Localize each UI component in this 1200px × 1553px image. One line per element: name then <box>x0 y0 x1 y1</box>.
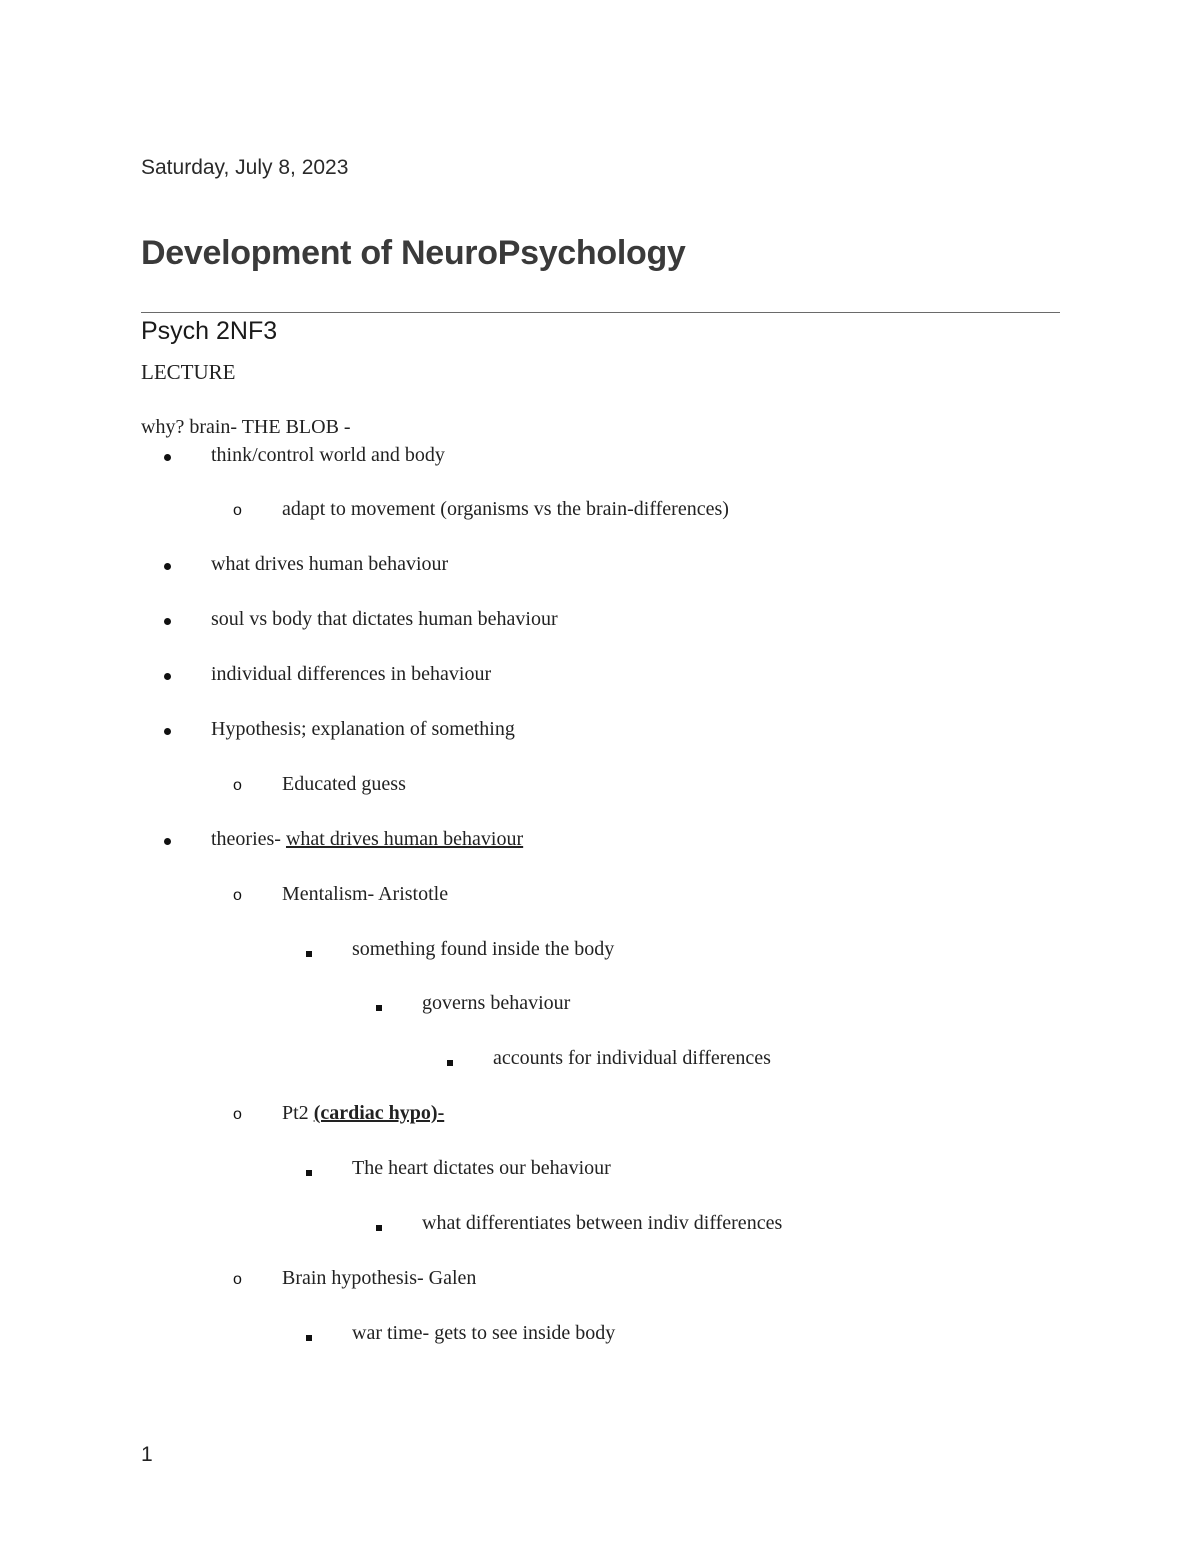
bullet-circle-icon: o <box>233 1271 242 1288</box>
outline-item-lead: Pt2 <box>282 1102 314 1124</box>
course-subtitle: Psych 2NF3 <box>141 317 278 345</box>
bullet-square-icon <box>376 1225 382 1231</box>
outline-item-emphasis: what drives human behaviour <box>285 828 524 850</box>
outline-item-text: what differentiates between indiv differences <box>422 1212 783 1234</box>
outline-item-text: Brain hypothesis- Galen <box>282 1267 477 1289</box>
bullet-circle-icon: o <box>233 887 242 904</box>
intro-line: why? brain- THE BLOB - <box>141 416 351 438</box>
bullet-circle-icon: o <box>233 777 242 794</box>
outline-item-text <box>211 828 523 851</box>
bullet-disc-icon <box>164 728 171 735</box>
page-title: Development of NeuroPsychology <box>141 234 686 272</box>
outline-item-text: adapt to movement (organisms vs the brain-differences) <box>282 498 729 520</box>
outline-item-text <box>282 1102 444 1125</box>
outline-item-text: individual differences in behaviour <box>211 663 492 685</box>
outline-item-text: Educated guess <box>282 773 406 795</box>
bullet-square-icon <box>306 951 312 957</box>
bullet-square-icon <box>306 1170 312 1176</box>
bullet-disc-icon <box>164 838 171 845</box>
outline-item-text: accounts for individual differences <box>493 1047 771 1069</box>
bullet-disc-icon <box>164 563 171 570</box>
bullet-disc-icon <box>164 454 171 461</box>
bullet-circle-icon: o <box>233 1106 242 1123</box>
outline-item-text: governs behaviour <box>422 992 571 1014</box>
lecture-label: LECTURE <box>141 360 236 384</box>
bullet-square-icon <box>376 1005 382 1011</box>
note-date: Saturday, July 8, 2023 <box>141 156 349 179</box>
bullet-disc-icon <box>164 618 171 625</box>
page-number: 1 <box>141 1443 153 1466</box>
outline-item-text: Hypothesis; explanation of something <box>211 718 515 740</box>
outline-item-lead: theories- <box>211 828 286 850</box>
outline-item-text: war time- gets to see inside body <box>352 1322 616 1344</box>
outline-item-text: Mentalism- Aristotle <box>282 883 449 905</box>
title-divider <box>141 312 1060 313</box>
bullet-square-icon <box>447 1060 453 1066</box>
outline-item-text: think/control world and body <box>211 444 445 466</box>
outline-item-text: something found inside the body <box>352 938 615 960</box>
outline-item-text: what drives human behaviour <box>211 553 449 575</box>
outline-item-text: The heart dictates our behaviour <box>352 1157 611 1179</box>
outline-item-text: soul vs body that dictates human behaviour <box>211 608 558 630</box>
bullet-disc-icon <box>164 673 171 680</box>
bullet-circle-icon: o <box>233 502 242 519</box>
outline-item-emphasis: (cardiac hypo)- <box>313 1102 445 1124</box>
bullet-square-icon <box>306 1335 312 1341</box>
